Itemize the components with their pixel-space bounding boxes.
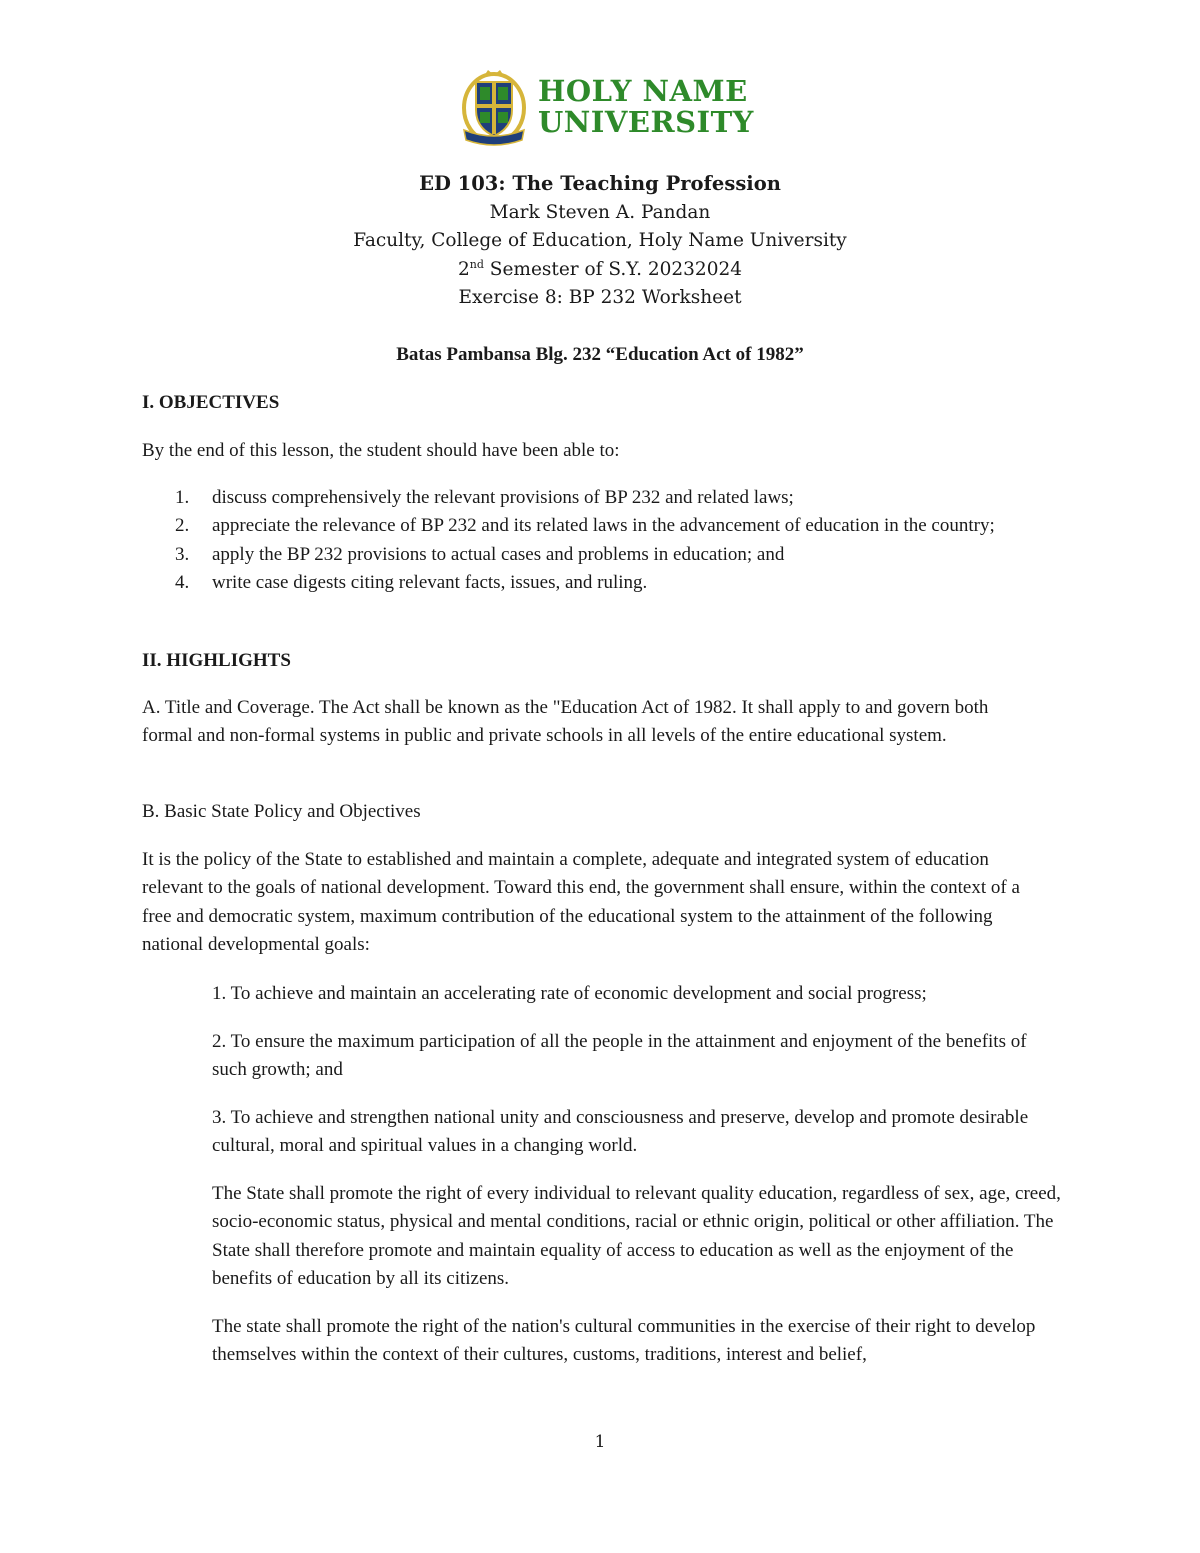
objectives-list [142,484,1042,598]
list-item [142,569,1042,597]
objectives-heading: I. OBJECTIVES [142,392,280,413]
semester-text: Semester of S.Y. 20232024 [483,258,743,280]
semester-suffix: nd [469,257,484,271]
instructor-affiliation: Faculty, College of Education, Holy Name University [353,230,847,251]
equal-access-paragraph: The State shall promote the right of every individual to relevant quality education, regardless of sex, age, creed, socio-economic status, physical and mental conditions, racial or ethnic origin, political or other affiliation. The State shall therefore promote and maintain equality of access to education as well as the enjoyment of the benefits of education by all its citizens. [212,1183,1061,1290]
semester-line [0,256,1200,285]
list-item-text: write case digests citing relevant facts, issues, and ruling. [212,572,648,594]
highlights-heading: II. HIGHLIGHTS [142,650,291,671]
list-item-text: discuss comprehensively the relevant provisions of BP 232 and related laws; [212,487,794,508]
logo-line-1: HOLY NAME [538,74,748,108]
cultural-communities-paragraph: The state shall promote the right of the nation's cultural communities in the exercise of their right to develop themselves within the context of their cultures, customs, traditions, interest and belief, [212,1316,1036,1366]
goal-item-1: 1. To achieve and maintain an accelerating rate of economic development and social progress; [212,983,927,1004]
title-coverage-paragraph: A. Title and Coverage. The Act shall be known as the "Education Act of 1982. It shall apply to and govern both formal and non-formal systems in public and private schools in all levels of the entire educational system. [142,697,989,747]
semester-number: 2 [457,258,470,280]
list-item-number: 4. [175,572,190,594]
list-item-number: 1. [175,487,190,508]
goal-item-3: 3. To achieve and strengthen national unity and consciousness and preserve, develop and promote desirable cultural, moral and spiritual values in a changing world. [212,1107,1029,1157]
page-number: 1 [594,1432,606,1452]
logo-line-2: UNIVERSITY [538,105,754,139]
act-title: Batas Pambansa Blg. 232 “Education Act of 1982” [396,344,804,365]
list-item [142,484,1042,512]
list-item [142,541,1042,569]
list-item-number: 2. [175,515,190,537]
logo-wordmark [538,76,754,138]
university-logo [462,68,752,154]
state-policy-paragraph: It is the policy of the State to established and maintain a complete, adequate and integrated system of education relevant to the goals of national development. Toward this end, the government shall ensure, within the context of a free and democratic system, maximum contribution of the educational system to the attainment of the following national developmental goals: [142,849,1020,956]
exercise-title: Exercise 8: BP 232 Worksheet [458,287,742,308]
state-policy-heading: B. Basic State Policy and Objectives [142,801,421,822]
list-item-text: appreciate the relevance of BP 232 and its related laws in the advancement of education in the country; [212,515,995,537]
crest-icon [462,68,526,150]
objectives-intro: By the end of this lesson, the student should have been able to: [142,440,620,461]
instructor-name: Mark Steven A. Pandan [489,201,711,223]
goal-item-2: 2. To ensure the maximum participation of all the people in the attainment and enjoyment of the benefits of such growth; and [212,1031,1027,1081]
course-title: ED 103: The Teaching Profession [419,172,781,195]
list-item-number: 3. [175,543,190,565]
list-item-text: apply the BP 232 provisions to actual cases and problems in education; and [212,543,785,565]
document-header [0,170,1200,313]
list-item [142,512,1042,540]
